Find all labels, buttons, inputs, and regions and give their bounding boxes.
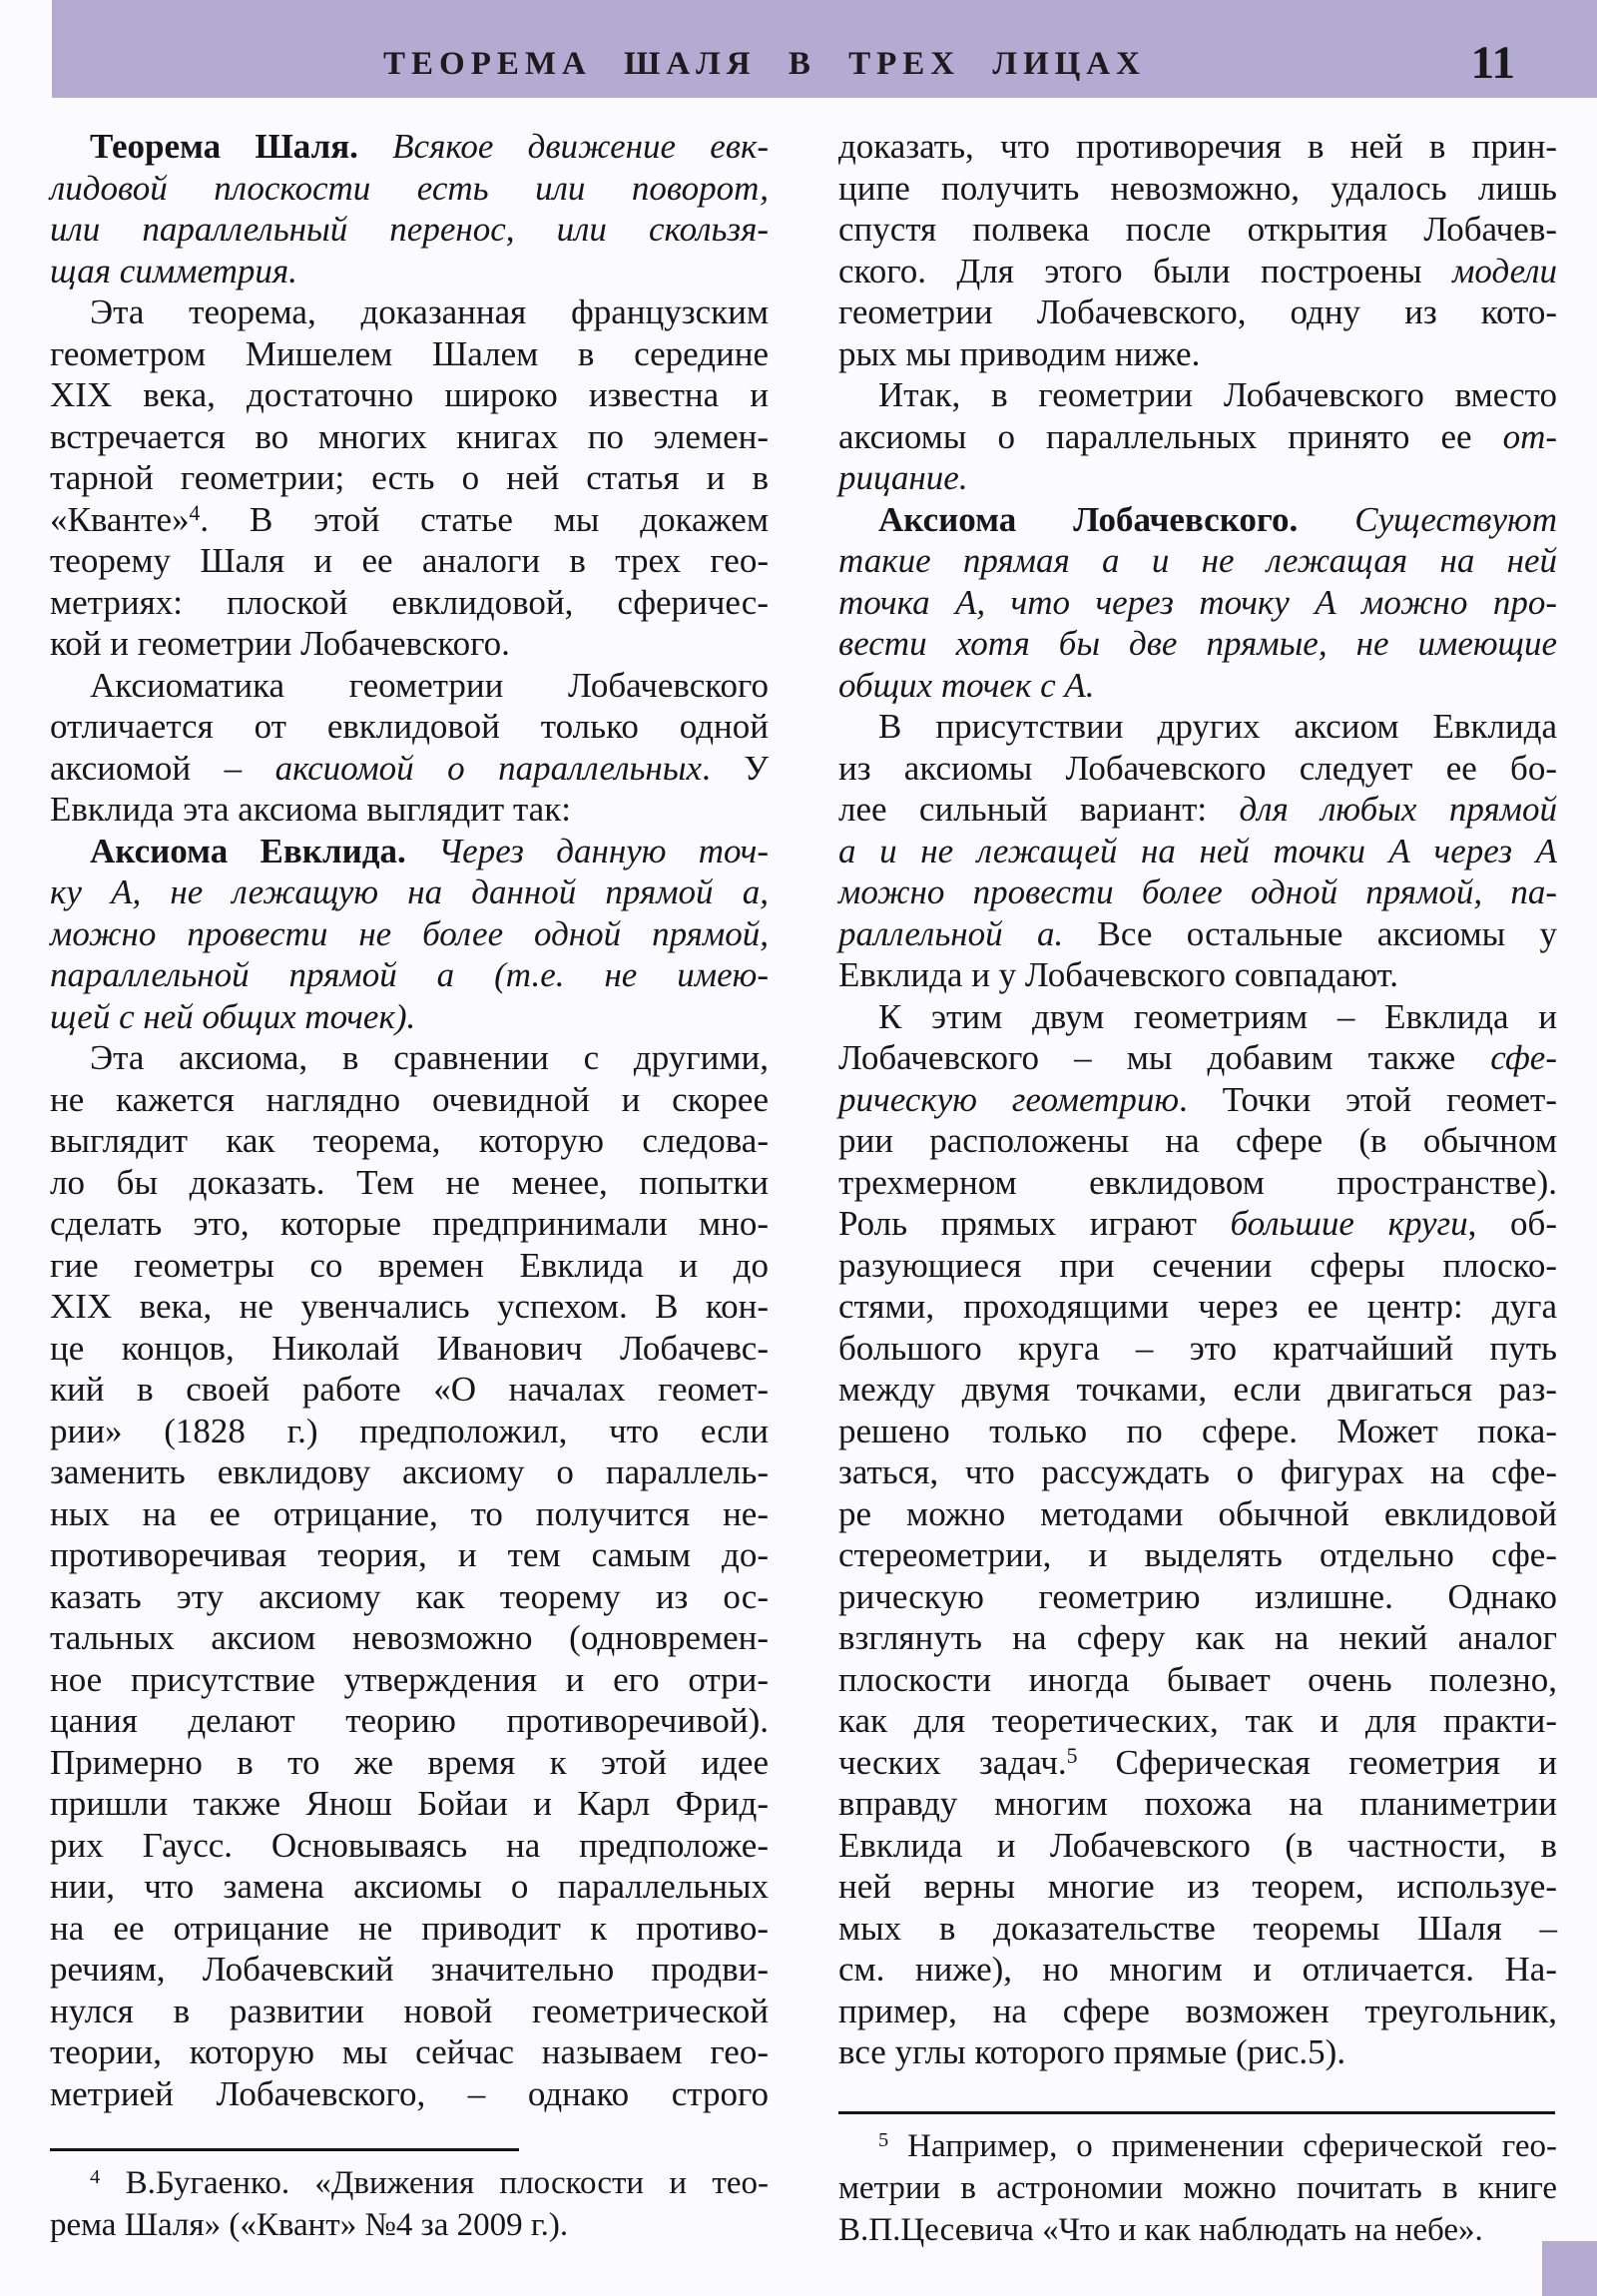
text-column-right (838, 126, 1557, 2073)
text-line: решено только по сфере. Может пока- (838, 1411, 1557, 1450)
text-line: геометром Мишелем Шалем в середине (50, 333, 769, 373)
text-line: взглянуть на сферу как на некий аналог (838, 1618, 1557, 1657)
text-line: рицание. (838, 458, 968, 497)
text-line: доказать, что противоречия в ней в прин- (838, 127, 1557, 166)
text-line: «Кванте»$^4$. В этой статье мы докажем (50, 499, 769, 539)
text-line: вправду многим похожа на планиметрии (838, 1784, 1557, 1823)
text-line: раллельной а. Все остальные аксиомы у (838, 913, 1558, 953)
text-line: пришли также Янош Бойаи и Карл Фрид- (50, 1784, 769, 1823)
text-line: ципе получить невозможно, удалось лишь (838, 168, 1557, 208)
text-line: Евклида и у Лобачевского совпадают. (838, 955, 1398, 994)
text-line: ского. Для этого были построены модели (838, 251, 1557, 290)
footnote-separator-left (50, 2148, 519, 2151)
text-line: ней верны многие из теорем, используе- (838, 1867, 1557, 1906)
text-line: ло бы доказать. Тем не менее, попытки (50, 1162, 769, 1202)
text-line: а и не лежащей на ней точки А через А (838, 831, 1557, 870)
text-line: ре можно методами обычной евклидовой (838, 1493, 1557, 1533)
text-line: рическую геометрию излишне. Однако (838, 1576, 1557, 1616)
text-line: заться, что рассуждать о фигурах на сфе- (838, 1452, 1557, 1491)
text-line: Лобачевского – мы добавим также сфе- (838, 1038, 1557, 1077)
text-line: большого круга – это кратчайший путь (838, 1328, 1557, 1368)
text-line: рема Шаля» («Квант» №4 за 2009 г.). (50, 2207, 569, 2243)
page-header-band (52, 0, 1597, 98)
text-line: встречается во многих книгах по элемен- (50, 416, 769, 456)
text-line: теорему Шаля и ее аналоги в трех гео- (50, 541, 769, 580)
text-line: из аксиомы Лобачевского следует ее бо- (838, 748, 1557, 788)
text-line: аксиомы о параллельных принято ее от- (838, 416, 1557, 456)
text-line: $^5$ Например, о применении сферической гео- (878, 2128, 1557, 2164)
footnote-separator-right (838, 2111, 1555, 2114)
text-line: К этим двум геометриям – Евклида и (878, 996, 1557, 1036)
text-line: рых мы приводим ниже. (838, 333, 1201, 373)
running-head-title: ТЕОРЕМА ШАЛЯ В ТРЕХ ЛИЦАХ (383, 46, 1146, 82)
text-line: аксиомой – аксиомой о параллельных. У (50, 748, 769, 788)
text-line: пример, на сфере возможен треугольник, (838, 1991, 1557, 2030)
text-line: Аксиома Евклида. Через данную точ- (90, 831, 769, 870)
text-line: кий в своей работе «О началах геомет- (50, 1370, 769, 1409)
footnote-left (50, 2162, 769, 2246)
text-line: выглядит как теорема, которую следова- (50, 1121, 769, 1160)
text-line: плоскости иногда бывает очень полезно, (838, 1659, 1557, 1699)
text-line: метрии в астрономии можно почитать в книге (838, 2170, 1557, 2206)
text-line: см. ниже), но многим и отличается. На- (838, 1950, 1557, 1989)
text-line: ческих задач.$^5$ Сферическая геометрия и (838, 1742, 1557, 1782)
text-line: тальных аксиом невозможно (одновремен- (50, 1618, 769, 1657)
text-line: можно провести более одной прямой, па- (838, 872, 1557, 911)
text-line: Теорема Шаля. Всякое движение евк- (90, 127, 770, 166)
text-line: щей с ней общих точек). (50, 996, 416, 1036)
text-line: ку А, не лежащую на данной прямой а, (50, 872, 769, 911)
text-line: Эта теорема, доказанная французским (90, 292, 769, 331)
text-line: заменить евклидову аксиому о параллель- (50, 1452, 769, 1491)
text-line: или параллельный перенос, или скользя- (50, 210, 769, 249)
text-line: казать эту аксиому как теорему из ос- (50, 1576, 769, 1616)
text-column-left (50, 126, 769, 2114)
text-line: Роль прямых играют большие круги, об- (838, 1204, 1558, 1243)
text-line: кой и геометрии Лобачевского. (50, 624, 510, 663)
text-line: метриях: плоской евклидовой, сферичес- (50, 582, 769, 622)
text-line: нии, что замена аксиомы о параллельных (50, 1867, 769, 1906)
corner-decoration-square (1542, 2241, 1597, 2296)
text-line: мых в доказательстве теоремы Шаля – (838, 1908, 1557, 1948)
text-line: ных на ее отрицание, то получится не- (50, 1493, 769, 1533)
text-line: стереометрии, и выделять отдельно сфе- (838, 1535, 1557, 1574)
text-line: лидовой плоскости есть или поворот, (50, 168, 769, 208)
text-line: рии расположены на сфере (в обычном (838, 1121, 1557, 1160)
text-line: щая симметрия. (50, 251, 297, 290)
text-line: геометрии Лобачевского, одну из кото- (838, 292, 1557, 331)
text-line: отличается от евклидовой только одной (50, 707, 769, 746)
text-line: можно провести не более одной прямой, (50, 913, 769, 953)
text-line: В.П.Цесевича «Что и как наблюдать на небе». (838, 2212, 1483, 2248)
text-line: на ее отрицание не приводит к противо- (50, 1908, 769, 1948)
text-line: все углы которого прямые (рис.5). (838, 2032, 1346, 2071)
text-line: Евклида и Лобачевского (в частности, в (838, 1825, 1557, 1865)
text-line: Примерно в то же время к этой идее (50, 1742, 769, 1782)
text-line: спустя полвека после открытия Лобачев- (838, 210, 1557, 249)
text-line: цания делают теорию противоречивой). (50, 1701, 769, 1740)
text-line: речиям, Лобачевский значительно продви- (50, 1950, 769, 1989)
text-line: $^4$ В.Бугаенко. «Движения плоскости и тео- (90, 2165, 769, 2201)
text-line: Эта аксиома, в сравнении с другими, (90, 1038, 769, 1077)
text-line: разующиеся при сечении сферы плоско- (838, 1245, 1557, 1285)
text-line: точка А, что через точку А можно про- (838, 582, 1557, 622)
text-line: как для теоретических, так и для практи- (838, 1701, 1557, 1740)
text-line: между двумя точками, если двигаться раз- (838, 1370, 1557, 1409)
text-line: В присутствии других аксиом Евклида (878, 707, 1557, 746)
text-line: Аксиоматика геометрии Лобачевского (90, 665, 769, 705)
text-line: трехмерном евклидовом пространстве). (838, 1162, 1557, 1202)
text-line: рическую геометрию. Точки этой геомет- (838, 1079, 1557, 1119)
text-line: Аксиома Лобачевского. Существуют (878, 499, 1557, 539)
text-line: тарной геометрии; есть о ней статья и в (50, 458, 769, 497)
text-line: сделать это, которые предпринимали мно- (50, 1204, 769, 1243)
text-line: общих точек с А. (838, 665, 1095, 705)
text-line: такие прямая а и не лежащая на ней (838, 541, 1557, 580)
text-line: противоречивая теория, и тем самым до- (50, 1535, 769, 1574)
text-line: параллельной прямой а (т.е. не имею- (50, 955, 769, 994)
text-line: лее сильный вариант: для любых прямой (838, 790, 1558, 829)
text-line: не кажется наглядно очевидной и скорее (50, 1079, 769, 1119)
text-line: нулся в развитии новой геометрической (50, 1991, 769, 2030)
text-line: метрией Лобачевского, – однако строго (50, 2073, 769, 2113)
text-line: XIX века, достаточно широко известна и (50, 375, 769, 414)
text-line: Итак, в геометрии Лобачевского вместо (878, 375, 1557, 414)
page-number: 11 (1470, 37, 1515, 89)
footnote-right (838, 2125, 1557, 2251)
text-line: теории, которую мы сейчас называем гео- (50, 2032, 769, 2071)
text-line: XIX века, не увенчались успехом. В кон- (50, 1287, 769, 1326)
text-line: ное присутствие утверждения и его отри- (50, 1659, 769, 1699)
text-line: рих Гаусс. Основываясь на предположе- (50, 1825, 769, 1865)
text-line: це концов, Николай Иванович Лобачевс- (50, 1328, 769, 1368)
text-line: рии» (1828 г.) предположил, что если (50, 1411, 769, 1450)
text-line: гие геометры со времен Евклида и до (50, 1245, 769, 1285)
text-line: вести хотя бы две прямые, не имеющие (838, 624, 1557, 663)
text-line: стями, проходящими через ее центр: дуга (838, 1287, 1557, 1326)
text-line: Евклида эта аксиома выглядит так: (50, 790, 571, 829)
